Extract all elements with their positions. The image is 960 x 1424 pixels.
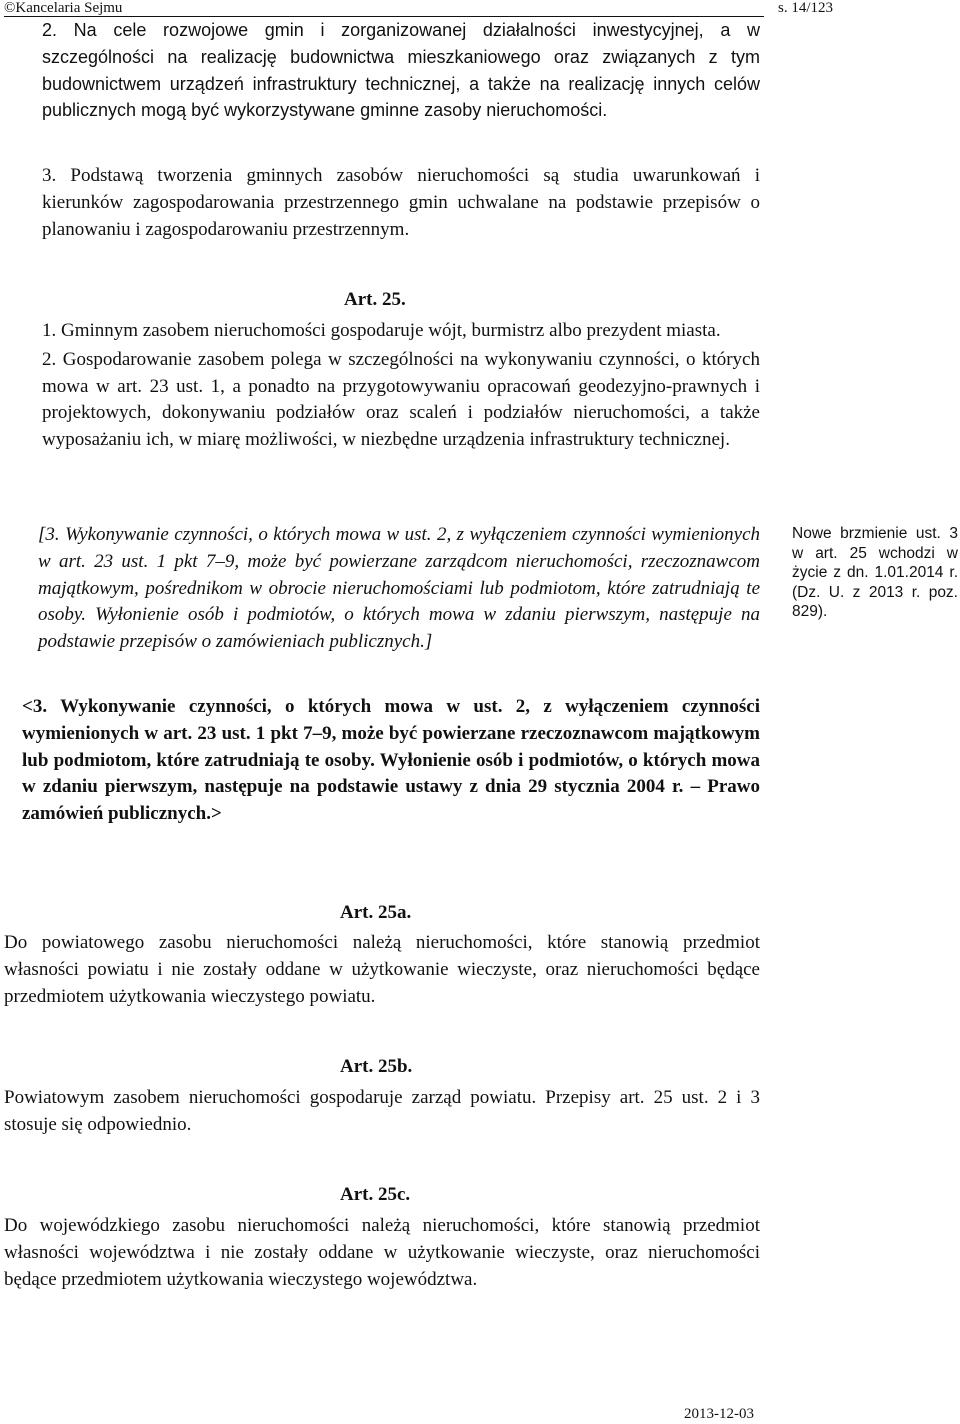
- art25-paragraph-2: 2. Gospodarowanie zasobem polega w szczególności na wykonywaniu czynności, o których mowa w art. 23 ust. 1, a ponadto na przygotowywaniu opracowań geodezyjno-prawnych i projektowych, dokonywaniu podziałów oraz scaleń i podziałów nieruchomości, a także wyposażaniu ich, w miarę możliwości, w niezbędne urządzenia infrastruktury technicznej.: [42, 348, 760, 451]
- page-number: s. 14/123: [778, 0, 834, 16]
- footer-date: 2013-12-03: [684, 1406, 754, 1422]
- art25-paragraph-3-old: [3. Wykonywanie czynności, o których mowa w ust. 2, z wyłączeniem czynności wymienionych w art. 23 ust. 1 pkt 7–9, może być powierzane zarządcom nieruchomości, rzeczoznawcom majątkowym, pośrednikom w obrocie nieruchomościami lub podmiotom, które zatrudniają te osoby. Wyłonienie osób i podmiotów, o których mowa w zdaniu pierwszym, następuje na podstawie przepisów o zamówieniach publicznych.]: [38, 524, 760, 653]
- art24-paragraph-3-text: 3. Podstawą tworzenia gminnych zasobów nieruchomości są studia uwarunkowań i kierunków zagospodarowania przestrzennego gmin uchwalane na podstawie przepisów o planowaniu i zagospodarowaniu przestrzennym.: [42, 165, 760, 240]
- header-source: ©Kancelaria Sejmu: [4, 0, 764, 17]
- margin-note: Nowe brzmienie ust. 3 w art. 25 wchodzi w życie z dn. 1.01.2014 r. (Dz. U. z 2013 r. poz. 829).: [792, 525, 958, 620]
- art25-body: [42, 318, 760, 454]
- art25c-heading: Art. 25c.: [340, 1184, 411, 1205]
- art25-paragraph-1: 1. Gminnym zasobem nieruchomości gospodaruje wójt, burmistrz albo prezydent miasta.: [42, 320, 721, 341]
- art24-paragraph-2: 2. Na cele rozwojowe gmin i zorganizowanej działalności inwestycyjnej, a w szczególności na realizację budownictwa mieszkaniowego oraz związanych z tym budownictwem urządzeń infrastruktury technicznej, a także na realizację innych celów publicznych mogą być wykorzystywane gminne zasoby nieruchomości.: [42, 20, 760, 121]
- art25c-text: Do wojewódzkiego zasobu nieruchomości należą nieruchomości, które stanowią przedmiot własności województwa i nie zostały oddane w użytkowanie wieczyste, oraz nieruchomości będące przedmiotem użytkowania wieczystego województwa.: [4, 1215, 760, 1290]
- art25b-text: Powiatowym zasobem nieruchomości gospodaruje zarząd powiatu. Przepisy art. 25 ust. 2 i 3 stosuje się odpowiednio.: [4, 1087, 760, 1135]
- art25a-heading: Art. 25a.: [340, 902, 412, 923]
- art25-heading: Art. 25.: [344, 289, 406, 310]
- art25-paragraph-3-new: <3. Wykonywanie czynności, o których mowa w ust. 2, z wyłączeniem czynności wymienionych w art. 23 ust. 1 pkt 7–9, może być powierzane rzeczoznawcom majątkowym lub podmiotom, które zatrudniają te osoby. Wyłonienie osób i podmiotów, o których mowa w zdaniu pierwszym, następuje na podstawie ustawy z dnia 29 stycznia 2004 r. – Prawo zamówień publicznych.>: [22, 696, 760, 825]
- art25a-text: Do powiatowego zasobu nieruchomości należą nieruchomości, które stanowią przedmiot własności powiatu i nie zostały oddane w użytkowanie wieczyste, oraz nieruchomości będące przedmiotem użytkowania wieczystego powiatu.: [4, 932, 760, 1007]
- art25b-heading: Art. 25b.: [340, 1056, 413, 1077]
- art24-paragraph-3: [42, 163, 760, 243]
